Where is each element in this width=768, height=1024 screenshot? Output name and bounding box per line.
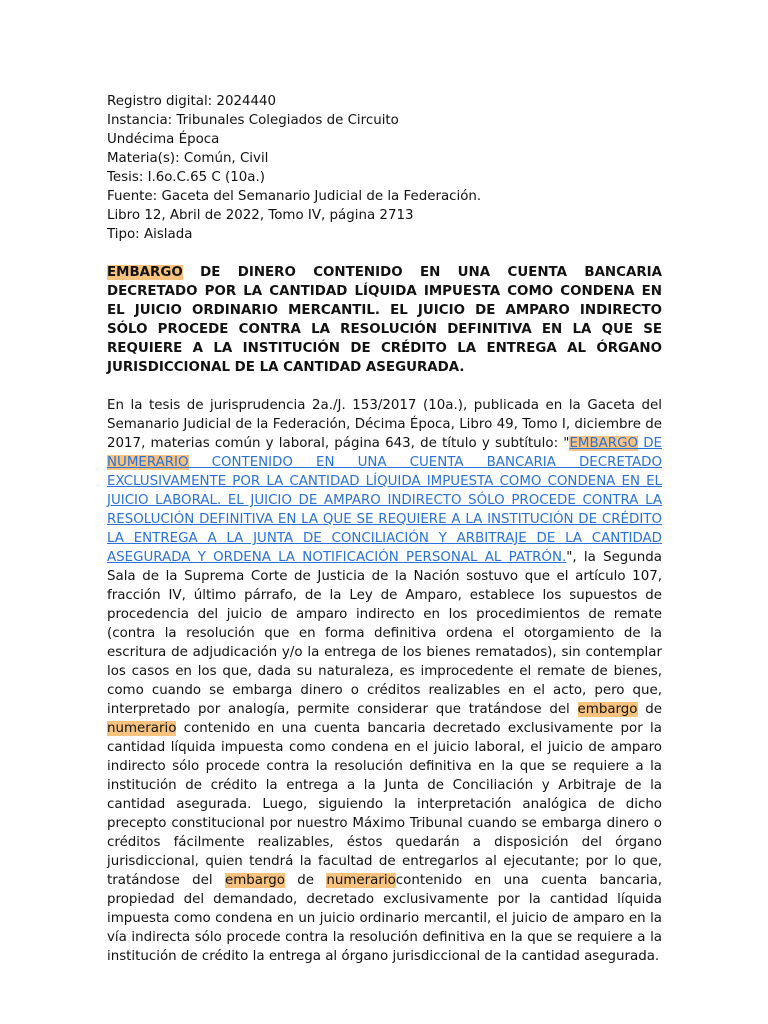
jurisprudence-link[interactable] [107,436,662,565]
thesis-title [107,263,662,377]
document-page [107,92,662,966]
link-text: CONTENIDO EN UNA CUENTA BANCARIA DECRETADO EXCLUSIVAMENTE POR LA CANTIDAD LÍQUIDA IMPUESTA COMO CONDENA EN EL JUICIO LABORAL. EL JUICIO DE AMPARO INDIRECTO SÓLO PROCEDE CONTRA LA RESOLUCIÓN DEFINITIVA EN LA QUE SE REQUIERE A LA INSTITUCIÓN DE CRÉDITO LA ENTREGA A LA JUNTA DE CONCILIACIÓN Y ARBITRAJE DE LA CANTIDAD ASEGURADA Y ORDENA LA NOTIFICACIÓN PERSONAL AL PATRÓN. [107,455,662,565]
highlight-embargo-title: EMBARGO [107,265,183,280]
instancia: Instancia: Tribunales Colegiados de Circuito [107,113,399,128]
highlight-embargo-link: EMBARGO [569,436,639,451]
registro-digital: Registro digital: 2024440 [107,94,277,109]
highlight-embargo-1: embargo [577,702,638,717]
highlight-embargo-2: embargo [224,873,285,888]
body-part3: contenido en una cuenta bancaria decretado exclusivamente por la cantidad líquida impuesta como condena en el juicio laboral, el juicio de amparo indirecto sólo procede contra la resolución definitiva en la que se requiere a la institución de crédito la entrega a la Junta de Conciliación y Arbitraje de la cantidad asegurada. Luego, siguiendo la interpretación analógica de dicho precepto constitucional por nuestro Máximo Tribunal cuando se embarga dinero o créditos fácilmente realizables, éstos quedarán a disposición del órgano jurisdiccional, quien tendrá la facultad de entregarlos al ejecutante; por lo que, tratándose del [107,721,662,888]
materias: Materia(s): Común, Civil [107,151,269,166]
libro: Libro 12, Abril de 2022, Tomo IV, página 2713 [107,208,414,223]
body-part4: contenido en una cuenta bancaria, propiedad del demandado, decretado exclusivamente por la cantidad líquida impuesta como condena en un juicio ordinario mercantil, el juicio de amparo en la vía indirecta sólo procede contra la resolución definitiva en la que se requiere a la institución de crédito la entrega al órgano jurisdiccional de la cantidad asegurada. [107,873,662,964]
body-intro: En la tesis de jurisprudencia 2a./J. 153/2017 (10a.), publicada en la Gaceta del Semanario Judicial de la Federación, Décima Época, Libro 49, Tomo I, diciembre de 2017, materias común y laboral, página 643, de título y subtítulo: " [107,398,662,451]
fuente: Fuente: Gaceta del Semanario Judicial de la Federación. [107,189,482,204]
highlight-numerario-1: numerario [107,721,177,736]
epoca: Undécima Época [107,132,220,147]
highlight-numerario-2: numerario [326,873,396,888]
link-de: DE [638,436,663,451]
body-de-1: de [637,702,663,717]
highlight-numerario-link: NUMERARIO [107,455,189,470]
tesis: Tesis: I.6o.C.65 C (10a.) [107,170,265,185]
body-de-2: de [284,873,327,888]
document-metadata [107,92,662,244]
body-part2: ", la Segunda Sala de la Suprema Corte de Justicia de la Nación sostuvo que el artículo 107, fracción IV, último párrafo, de la Ley de Amparo, establece los supuestos de procedencia del juicio de amparo indirecto en los procedimientos de remate (contra la resolución que en forma definitiva ordena el otorgamiento de la escritura de adjudicación y/o la entrega de los bienes rematados), sin contemplar los casos en los que, dada su naturaleza, es improcedente el remate de bienes, como cuando se embarga dinero o créditos realizables en el acto, pero que, interpretado por analogía, permite considerar que tratándose del [107,550,662,717]
title-text: DE DINERO CONTENIDO EN UNA CUENTA BANCARIA DECRETADO POR LA CANTIDAD LÍQUIDA IMPUESTA COMO CONDENA EN EL JUICIO ORDINARIO MERCANTIL. EL JUICIO DE AMPARO INDIRECTO SÓLO PROCEDE CONTRA LA RESOLUCIÓN DEFINITIVA EN LA QUE SE REQUIERE A LA INSTITUCIÓN DE CRÉDITO LA ENTREGA AL ÓRGANO JURISDICCIONAL DE LA CANTIDAD ASEGURADA. [107,265,662,375]
tipo: Tipo: Aislada [107,227,193,242]
thesis-body [107,396,662,966]
